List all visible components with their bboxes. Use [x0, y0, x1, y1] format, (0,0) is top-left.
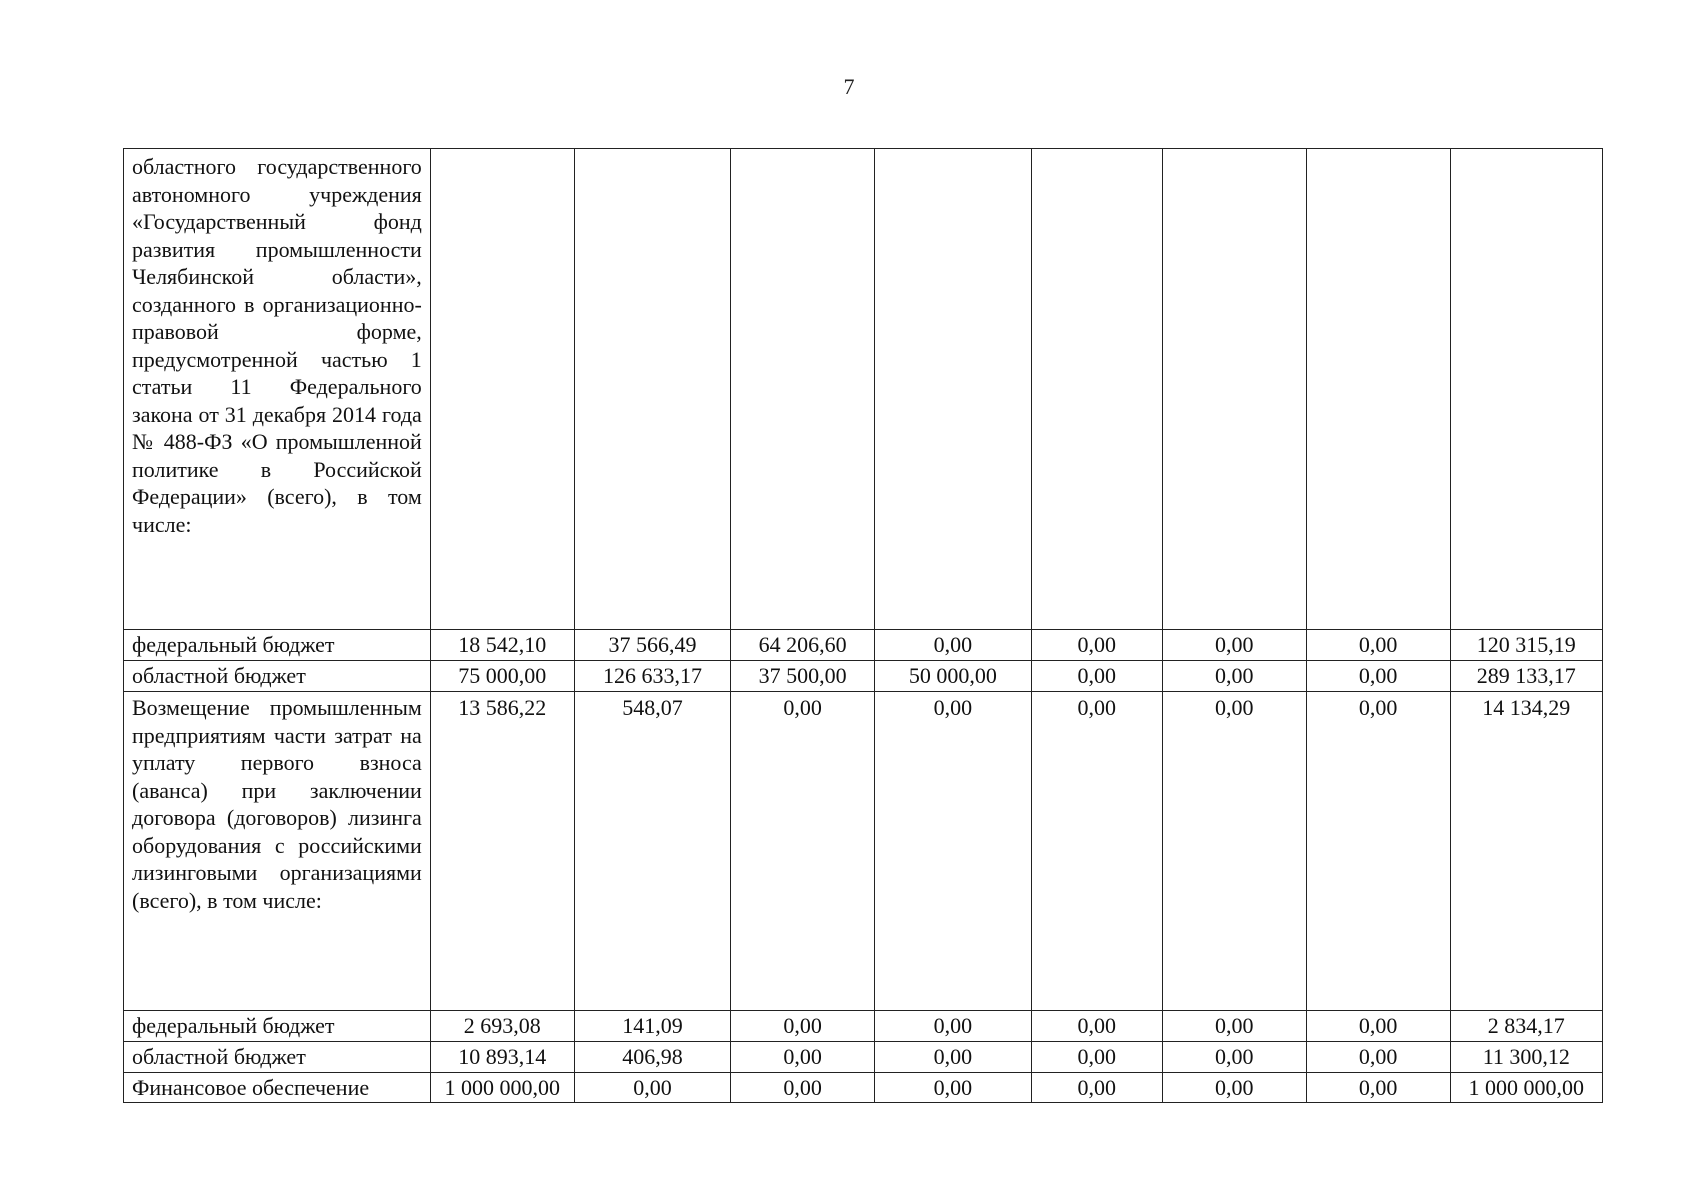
value-cell: 126 633,17 — [574, 661, 731, 692]
value-cell: 0,00 — [1162, 630, 1306, 661]
value-cell: 11 300,12 — [1450, 1042, 1602, 1073]
value-cell: 141,09 — [574, 1011, 731, 1042]
value-cell: 0,00 — [1031, 630, 1162, 661]
table-row — [124, 692, 1603, 1011]
value-cell: 2 693,08 — [430, 1011, 574, 1042]
table-row — [124, 149, 1603, 630]
value-cell: 2 834,17 — [1450, 1011, 1602, 1042]
value-cell: 0,00 — [1306, 1073, 1450, 1103]
value-cell — [1450, 149, 1602, 630]
row-label: федеральный бюджет — [124, 630, 431, 661]
value-cell: 406,98 — [574, 1042, 731, 1073]
row-label: Возмещение промышленным предприятиям части затрат на уплату первого взноса (аванса) при заключении договора (договоров) лизинга оборудования с российскими лизинговыми организациями (всего), в том числе: — [124, 692, 431, 1011]
value-cell: 0,00 — [1306, 692, 1450, 1011]
row-label: областной бюджет — [124, 1042, 431, 1073]
value-cell: 0,00 — [1031, 692, 1162, 1011]
value-cell: 64 206,60 — [731, 630, 875, 661]
value-cell: 0,00 — [731, 692, 875, 1011]
table-row — [124, 630, 1603, 661]
value-cell: 0,00 — [1031, 1011, 1162, 1042]
value-cell: 0,00 — [1306, 1042, 1450, 1073]
value-cell: 1 000 000,00 — [430, 1073, 574, 1103]
row-label: областной бюджет — [124, 661, 431, 692]
value-cell: 0,00 — [574, 1073, 731, 1103]
value-cell — [731, 149, 875, 630]
value-cell: 0,00 — [731, 1011, 875, 1042]
value-cell: 0,00 — [1031, 1073, 1162, 1103]
value-cell: 0,00 — [1162, 1042, 1306, 1073]
value-cell: 18 542,10 — [430, 630, 574, 661]
value-cell: 37 500,00 — [731, 661, 875, 692]
value-cell: 10 893,14 — [430, 1042, 574, 1073]
value-cell: 0,00 — [875, 630, 1032, 661]
table-row — [124, 1042, 1603, 1073]
value-cell: 75 000,00 — [430, 661, 574, 692]
value-cell: 0,00 — [1031, 661, 1162, 692]
value-cell: 0,00 — [1162, 661, 1306, 692]
value-cell: 0,00 — [875, 1011, 1032, 1042]
value-cell: 0,00 — [1306, 661, 1450, 692]
table-row — [124, 1073, 1603, 1103]
value-cell: 13 586,22 — [430, 692, 574, 1011]
value-cell: 0,00 — [1162, 692, 1306, 1011]
value-cell — [1031, 149, 1162, 630]
value-cell: 0,00 — [731, 1042, 875, 1073]
row-label: областного государственного автономного учреждения «Государственный фонд развития промышленности Челябинской области», созданного в организационно-правовой форме, предусмотренной частью 1 статьи 11 Федерального закона от 31 декабря 2014 года № 488-ФЗ «О промышленной политике в Российской Федерации» (всего), в том числе: — [124, 149, 431, 630]
value-cell: 289 133,17 — [1450, 661, 1602, 692]
row-label: Финансовое обеспечение — [124, 1073, 431, 1103]
value-cell — [1306, 149, 1450, 630]
row-label: федеральный бюджет — [124, 1011, 431, 1042]
value-cell: 37 566,49 — [574, 630, 731, 661]
value-cell — [875, 149, 1032, 630]
value-cell: 50 000,00 — [875, 661, 1032, 692]
value-cell: 0,00 — [1031, 1042, 1162, 1073]
value-cell: 1 000 000,00 — [1450, 1073, 1602, 1103]
value-cell — [430, 149, 574, 630]
value-cell: 0,00 — [875, 1042, 1032, 1073]
value-cell: 0,00 — [1306, 1011, 1450, 1042]
value-cell: 0,00 — [875, 1073, 1032, 1103]
value-cell: 0,00 — [875, 692, 1032, 1011]
page-number: 7 — [843, 74, 855, 99]
value-cell — [1162, 149, 1306, 630]
value-cell — [574, 149, 731, 630]
value-cell: 0,00 — [1306, 630, 1450, 661]
value-cell: 14 134,29 — [1450, 692, 1602, 1011]
value-cell: 0,00 — [1162, 1011, 1306, 1042]
table-row — [124, 1011, 1603, 1042]
value-cell: 548,07 — [574, 692, 731, 1011]
table-row — [124, 661, 1603, 692]
budget-table — [123, 148, 1603, 1103]
value-cell: 0,00 — [731, 1073, 875, 1103]
value-cell: 0,00 — [1162, 1073, 1306, 1103]
value-cell: 120 315,19 — [1450, 630, 1602, 661]
